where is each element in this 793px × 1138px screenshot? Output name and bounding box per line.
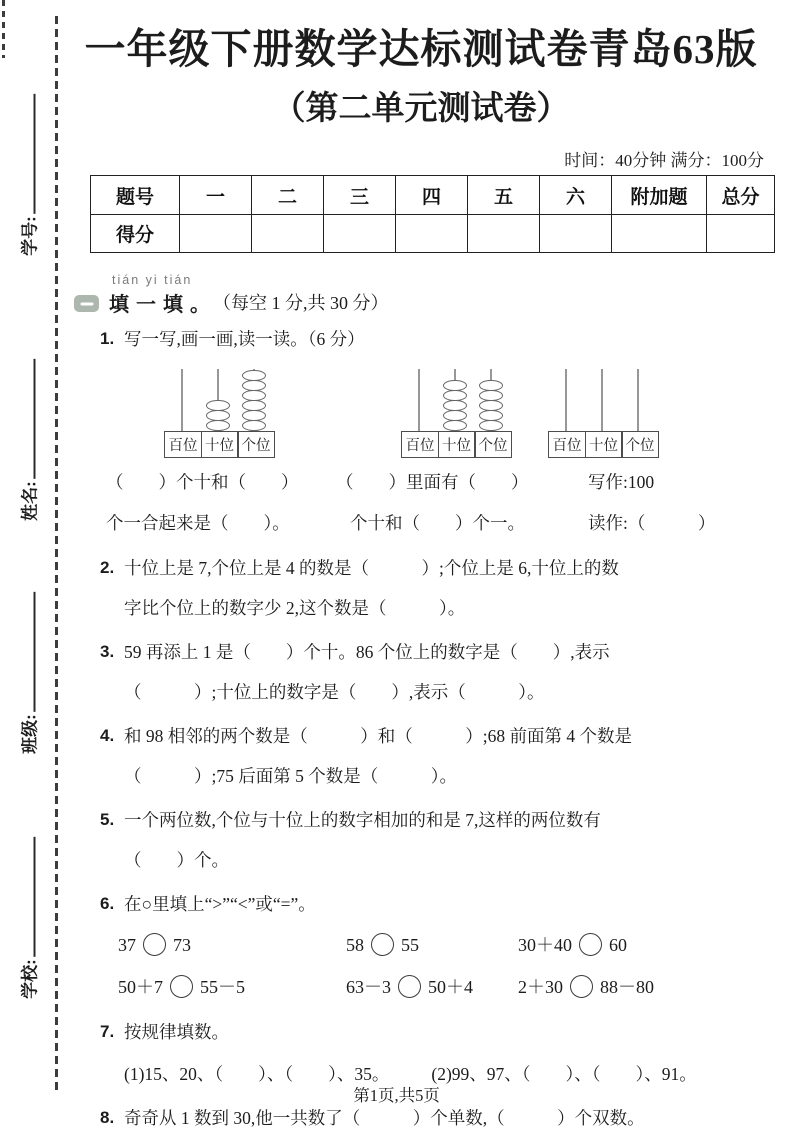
score-header-cell: 一 <box>180 176 252 215</box>
question-6 <box>100 884 772 1008</box>
page-number: 第1页,共5页 <box>353 1086 440 1105</box>
abacus-rods <box>401 367 512 431</box>
question-number: 2. <box>100 558 115 577</box>
comparison-item <box>518 924 772 966</box>
question-number: 7. <box>100 1022 115 1041</box>
abacus-rod-tens <box>584 367 620 431</box>
abacus-place-labels <box>548 431 659 458</box>
score-row-label: 得分 <box>91 215 180 253</box>
sidebar-field-student-id <box>16 94 41 256</box>
paper-title: 一年级下册数学达标测试卷青岛63版 <box>84 26 758 72</box>
page-edge-dash-marks <box>2 0 5 58</box>
comparison-item <box>346 924 518 966</box>
score-table-score-row <box>91 215 775 253</box>
sequence-item: (2)99、97、（ ）、（ ）、91。 <box>431 1064 697 1084</box>
sidebar-write-line <box>19 837 36 957</box>
place-label-ones: 个位 <box>621 431 659 458</box>
question-text: 字比个位上的数字少 2,这个数是（ ）。 <box>124 598 466 618</box>
question-3 <box>100 632 772 712</box>
score-empty-cell <box>707 215 775 253</box>
comparison-circle <box>143 933 166 956</box>
abacus-2 <box>401 367 512 458</box>
question-number: 6. <box>100 894 115 913</box>
place-label-hundreds: 百位 <box>164 431 202 458</box>
sidebar-label: 学号: <box>20 216 40 256</box>
question-1 <box>100 319 772 359</box>
question-number: 4. <box>100 726 115 745</box>
question-text: （ ）;十位上的数字是（ ）,表示（ ）。 <box>124 682 545 702</box>
abacus-rod-ones <box>620 367 656 431</box>
comparison-left: 63－3 <box>346 977 391 997</box>
comparison-left: 37 <box>118 935 136 955</box>
paper-content <box>70 0 772 1138</box>
score-header-cell: 二 <box>252 176 324 215</box>
abacus-bead <box>443 420 467 432</box>
question-number: 5. <box>100 810 115 829</box>
fill-blank-text: 写作:100 <box>588 472 655 492</box>
abacus-3 <box>548 367 659 458</box>
score-header-cell: 附加题 <box>612 176 707 215</box>
place-label-ones: 个位 <box>237 431 275 458</box>
section-one-header <box>74 273 772 317</box>
comparison-right: 55 <box>401 935 419 955</box>
score-empty-cell <box>396 215 468 253</box>
comparison-left: 30＋40 <box>518 935 572 955</box>
section-pinyin: tián yi tián <box>112 273 193 287</box>
score-header-cell: 题号 <box>91 176 180 215</box>
question-text: 奇奇从 1 数到 30,他一共数了（ ）个单数,（ ）个双数。 <box>124 1108 645 1128</box>
place-label-hundreds: 百位 <box>401 431 439 458</box>
question-text: 一个两位数,个位与十位上的数字相加的和是 7,这样的两位数有 <box>124 810 601 830</box>
sidebar-field-class <box>16 592 41 754</box>
sidebar-label: 姓名: <box>20 481 40 521</box>
comparison-item <box>118 924 346 966</box>
comparison-right: 55－5 <box>200 977 245 997</box>
score-empty-cell <box>252 215 324 253</box>
abacus-place-labels <box>164 431 275 458</box>
section-one-title: 填 一 填 。 <box>109 294 211 316</box>
question-text: 十位上是 7,个位上是 4 的数是（ ）;个位上是 6,十位上的数 <box>124 558 619 578</box>
question-text: （ ）个。 <box>124 850 229 870</box>
comparison-item <box>518 966 772 1008</box>
question-1-fill-blanks <box>106 462 772 544</box>
question-number: 3. <box>100 642 115 661</box>
comparison-right: 88－80 <box>600 977 654 997</box>
comparison-item <box>118 966 346 1008</box>
sidebar-field-name <box>16 359 41 521</box>
fill-blank-text: 读作:（ ） <box>588 513 716 533</box>
abacus-place-labels <box>401 431 512 458</box>
abacus-bead <box>479 420 503 432</box>
abacus-rod-ones <box>236 367 272 431</box>
fill-blank-text: （ ）里面有（ ） <box>336 472 529 492</box>
question-text: 和 98 相邻的两个数是（ ）和（ ）;68 前面第 4 个数是 <box>124 726 632 746</box>
score-table-header-row <box>91 176 775 215</box>
comparison-circle <box>371 933 394 956</box>
question-5 <box>100 800 772 880</box>
place-label-ones: 个位 <box>474 431 512 458</box>
place-label-tens: 十位 <box>585 431 623 458</box>
comparison-grid <box>118 924 772 1008</box>
question-4 <box>100 716 772 796</box>
abacus-rods <box>164 367 275 431</box>
comparison-right: 60 <box>609 935 627 955</box>
sidebar-label: 学校: <box>20 959 40 999</box>
score-header-cell: 四 <box>396 176 468 215</box>
abacus-bead <box>242 420 266 432</box>
comparison-item <box>346 966 518 1008</box>
question-text: （ ）;75 后面第 5 个数是（ ）。 <box>124 766 457 786</box>
comparison-left: 2＋30 <box>518 977 563 997</box>
question-2 <box>100 548 772 628</box>
score-table <box>90 175 775 253</box>
abacus-rods <box>548 367 659 431</box>
question-list <box>100 319 772 1138</box>
abacus-rod-tens <box>200 367 236 431</box>
abacus-row <box>100 367 772 458</box>
question-text: 写一写,画一画,读一读。（6 分） <box>124 329 365 349</box>
sidebar-write-line <box>19 592 36 712</box>
sequence-item: (1)15、20、（ ）、（ ）、35。 <box>124 1064 390 1084</box>
question-text: 在○里填上“>”“<”或“=”。 <box>124 894 316 914</box>
comparison-left: 58 <box>346 935 364 955</box>
abacus-rod-tens <box>437 367 473 431</box>
score-empty-cell <box>612 215 707 253</box>
comparison-right: 50＋4 <box>428 977 473 997</box>
sidebar-field-school <box>16 837 41 999</box>
abacus-rod-hundreds <box>548 367 584 431</box>
time-score-info: 时间：40分钟 满分：100分 <box>564 151 764 170</box>
sidebar-write-line <box>19 359 36 479</box>
comparison-circle <box>170 975 193 998</box>
section-one-badge-icon <box>74 295 99 312</box>
score-empty-cell <box>540 215 612 253</box>
comparison-circle <box>570 975 593 998</box>
question-number: 1. <box>100 329 115 348</box>
abacus-rod-hundreds <box>164 367 200 431</box>
abacus-rod-hundreds <box>401 367 437 431</box>
sidebar-write-line <box>19 94 36 214</box>
comparison-right: 73 <box>173 935 191 955</box>
score-empty-cell <box>180 215 252 253</box>
place-label-hundreds: 百位 <box>548 431 586 458</box>
score-header-cell: 六 <box>540 176 612 215</box>
comparison-circle <box>398 975 421 998</box>
question-number: 8. <box>100 1108 115 1127</box>
question-text: 按规律填数。 <box>124 1022 229 1042</box>
sidebar-label: 班级: <box>20 714 40 754</box>
question-text: 59 再添上 1 是（ ）个十。86 个位上的数字是（ ）,表示 <box>124 642 610 662</box>
section-one-title-wrap <box>109 273 211 317</box>
place-label-tens: 十位 <box>438 431 476 458</box>
section-one-note: （每空 1 分,共 30 分） <box>213 293 389 313</box>
comparison-left: 50＋7 <box>118 977 163 997</box>
fill-blank-text: 个一合起来是（ ）。 <box>106 513 290 533</box>
place-label-tens: 十位 <box>201 431 239 458</box>
fill-blank-text: 个十和（ ）个一。 <box>350 513 525 533</box>
binding-dashed-line <box>55 16 58 1090</box>
abacus-1 <box>164 367 275 458</box>
score-empty-cell <box>468 215 540 253</box>
score-empty-cell <box>324 215 396 253</box>
score-header-cell: 总分 <box>707 176 775 215</box>
score-header-cell: 五 <box>468 176 540 215</box>
paper-subtitle: （第二单元测试卷） <box>272 91 570 127</box>
fill-blank-text: （ ）个十和（ ） <box>106 472 299 492</box>
abacus-rod-ones <box>473 367 509 431</box>
abacus-bead <box>206 420 230 432</box>
score-header-cell: 三 <box>324 176 396 215</box>
comparison-circle <box>579 933 602 956</box>
